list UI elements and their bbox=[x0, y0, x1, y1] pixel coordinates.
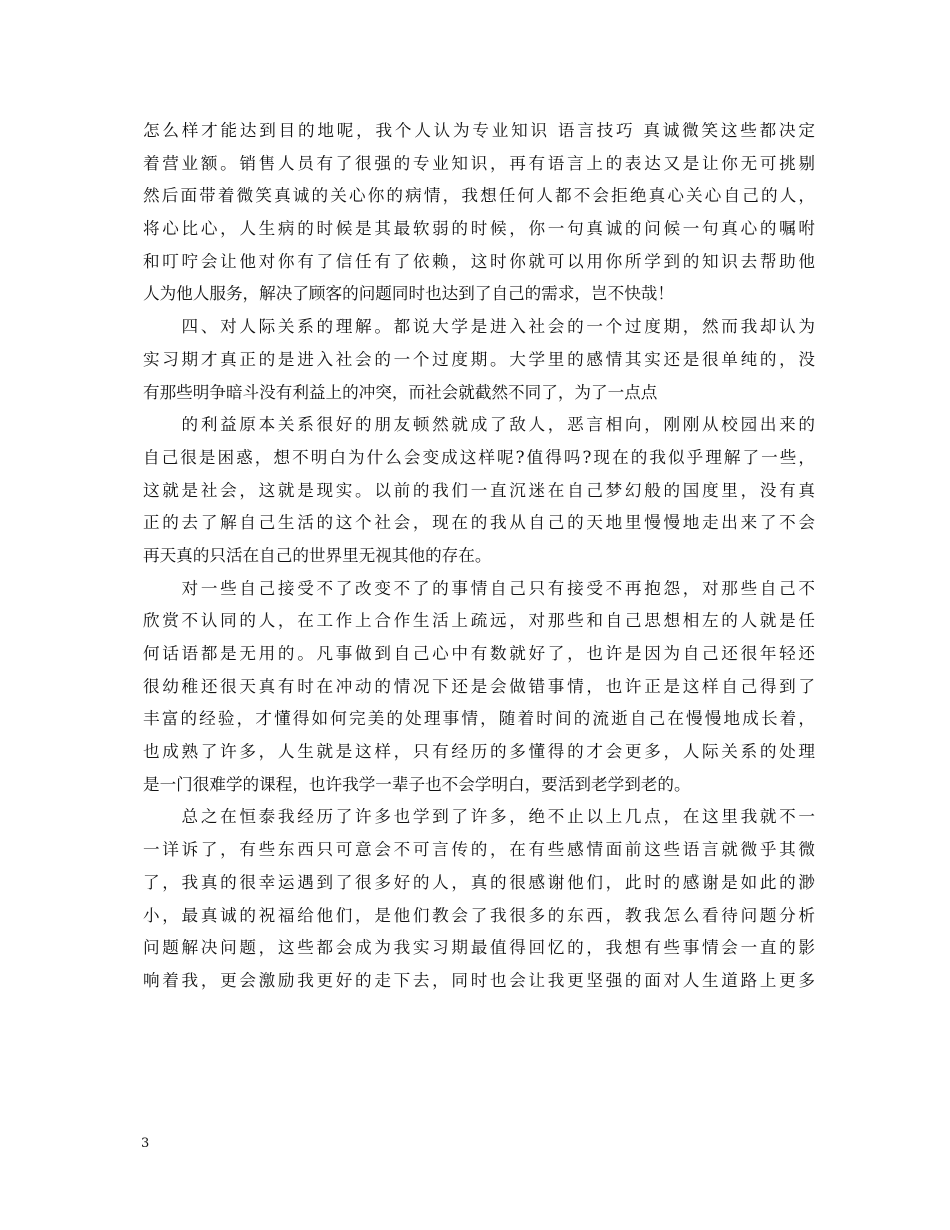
page-number: 3 bbox=[141, 1136, 150, 1151]
text-line: 小，最真诚的祝福给他们，是他们教会了我很多的东西，教我怎么看待问题分析 bbox=[143, 905, 815, 925]
text-line: 怎么样才能达到目的地呢，我个人认为专业知识 语言技巧 真诚微笑这些都决定 bbox=[143, 121, 815, 140]
text-line: 将心比心，人生病的时候是其最软弱的时候，你一句真诚的问候一句真心的嘱咐 bbox=[143, 219, 815, 239]
text-line: 和叮咛会让他对你有了信任有了依赖，这时你就可以用你所学到的知识去帮助他 bbox=[143, 251, 815, 271]
text-line: 一详诉了，有些东西只可意会不可言传的，在有些感情面前这些语言就微乎其微 bbox=[143, 840, 815, 860]
text-line: 问题解决问题，这些都会成为我实习期最值得回忆的，我想有些事情会一直的影 bbox=[143, 938, 815, 958]
text-line: 四、对人际关系的理解。都说大学是进入社会的一个过度期，然而我却认为 bbox=[143, 317, 815, 337]
text-line: 何话语都是无用的。凡事做到自己心中有数就好了，也许是因为自己还很年轻还 bbox=[143, 644, 815, 663]
text-line: 也成熟了许多，人生就是这样，只有经历的多懂得的才会更多，人际关系的处理 bbox=[143, 742, 815, 762]
text-line: 丰富的经验，才懂得如何完美的处理事情，随着时间的流逝自己在慢慢地成长着， bbox=[143, 709, 815, 729]
text-line: 对一些自己接受不了改变不了的事情自己只有接受不再抱怨，对那些自己不 bbox=[143, 578, 815, 598]
text-line: 再天真的只活在自己的世界里无视其他的存在。 bbox=[143, 545, 492, 565]
text-line: 正的去了解自己生活的这个社会，现在的我从自己的天地里慢慢地走出来了不会 bbox=[143, 513, 815, 533]
document-body-text bbox=[143, 115, 815, 998]
text-line: 然后面带着微笑真诚的关心你的病情，我想任何人都不会拒绝真心关心自己的人， bbox=[143, 186, 815, 206]
text-line: 响着我，更会激励我更好的走下去，同时也会让我更坚强的面对人生道路上更多 bbox=[143, 970, 815, 990]
text-line: 自己很是困惑，想不明白为什么会变成这样呢?值得吗?现在的我似乎理解了一些， bbox=[143, 447, 815, 467]
text-line: 这就是社会，这就是现实。以前的我们一直沉迷在自己梦幻般的国度里，没有真 bbox=[143, 480, 815, 500]
text-line: 欣赏不认同的人，在工作上合作生活上疏远，对那些和自己思想相左的人就是任 bbox=[143, 611, 815, 631]
text-line: 总之在恒泰我经历了许多也学到了许多，绝不止以上几点，在这里我就不一 bbox=[143, 807, 815, 827]
text-line: 的利益原本关系很好的朋友顿然就成了敌人，恶言相向，刚刚从校园出来的 bbox=[143, 415, 815, 435]
text-line: 实习期才真正的是进入社会的一个过度期。大学里的感情其实还是很单纯的，没 bbox=[143, 349, 815, 369]
text-line: 有那些明争暗斗没有利益上的冲突，而社会就截然不同了，为了一点点 bbox=[143, 382, 658, 402]
text-line: 很幼稚还很天真有时在冲动的情况下还是会做错事情，也许正是这样自己得到了 bbox=[143, 676, 815, 696]
text-line: 了，我真的很幸运遇到了很多好的人，真的很感谢他们，此时的感谢是如此的渺 bbox=[143, 872, 815, 892]
text-line: 着营业额。销售人员有了很强的专业知识，再有语言上的表达又是让你无可挑剔 bbox=[143, 153, 815, 173]
text-line: 人为他人服务，解决了顾客的问题同时也达到了自己的需求，岂不快哉！ bbox=[143, 284, 674, 304]
text-line: 是一门很难学的课程，也许我学一辈子也不会学明白，要活到老学到老的。 bbox=[143, 774, 691, 794]
